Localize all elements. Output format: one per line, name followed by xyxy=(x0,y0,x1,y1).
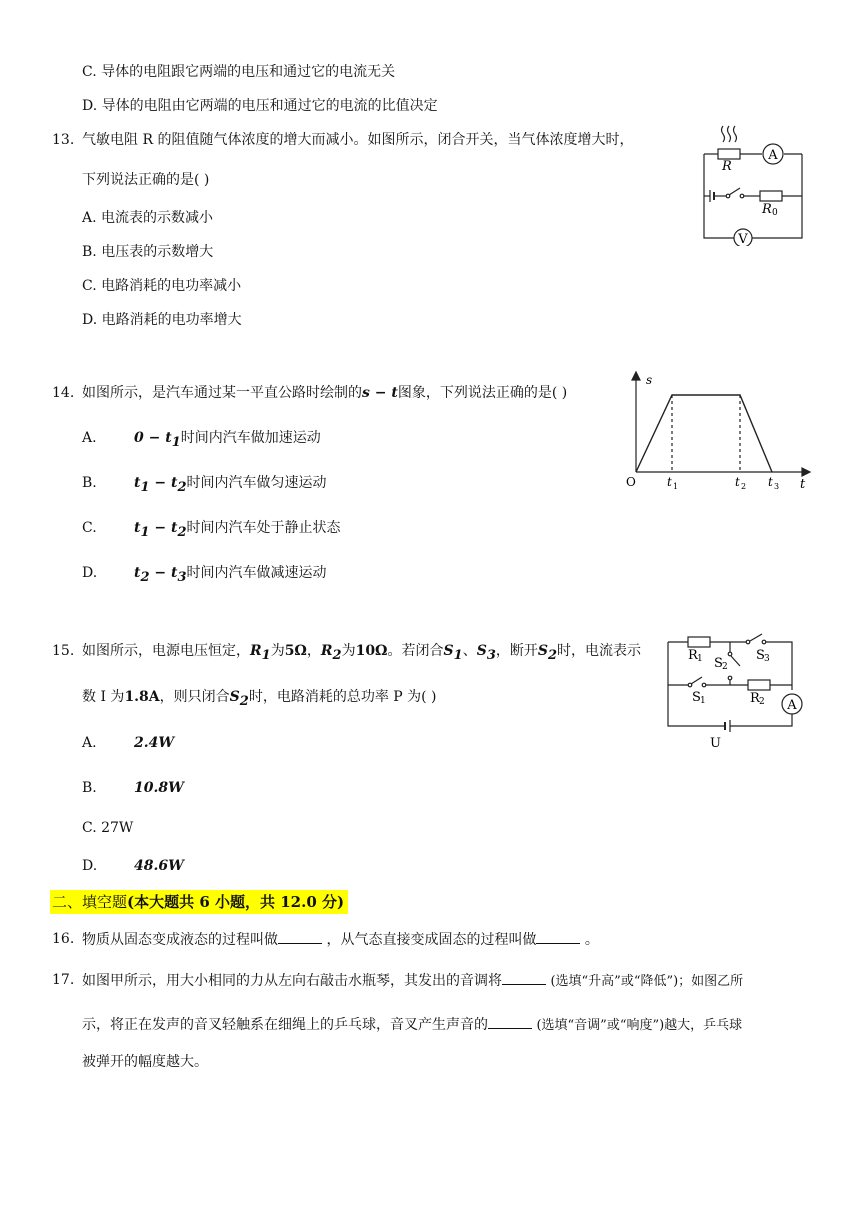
q15-text-a: 如图所示，电源电压恒定， xyxy=(82,643,250,659)
q17-line2-b: (选填“音调”或“响度”)越大，乒乓球 xyxy=(536,1018,743,1033)
q14-opt-b-math: t xyxy=(134,475,141,491)
q15-s3-sub: 3 xyxy=(486,647,496,663)
q15-text-2c: 时，电路消耗的总功率 P 为( ) xyxy=(248,689,437,705)
q15-option-b-value: 10.8W xyxy=(134,780,184,796)
q14-opt-c-sub: 1 xyxy=(140,524,150,540)
q15-text-c: ， xyxy=(306,643,321,659)
q15-sep: 、 xyxy=(462,643,477,659)
q13-fig-voltmeter-label: V xyxy=(738,232,748,246)
q14-opt-b-text: 时间内汽车做匀速运动 xyxy=(186,475,327,491)
q15-fig-s3: S xyxy=(756,648,765,663)
q14-option-c-letter: C. xyxy=(82,520,97,536)
q17-line2-a: 示，将正在发声的音叉轻触系在细绳上的乒乓球，音叉产生声音的 xyxy=(82,1017,488,1033)
q15-s2-again: S xyxy=(229,689,240,705)
q14-opt-b-sub: 1 xyxy=(140,479,150,495)
q15-fig-source: U xyxy=(710,736,721,751)
q15-fig-ammeter: A xyxy=(787,698,797,713)
q14-option-b-letter: B. xyxy=(82,475,97,491)
q14-option-a-letter: A. xyxy=(82,430,97,446)
q13-fig-r0-sub: 0 xyxy=(772,208,778,218)
q16-text xyxy=(82,929,599,950)
q15-fig-r1-sub: 1 xyxy=(697,654,703,664)
q15-option-b-letter: B. xyxy=(82,780,97,796)
q14-stem xyxy=(82,383,567,403)
q14-option-d-letter: D. xyxy=(82,565,98,581)
q15-fig-s3-sub: 3 xyxy=(764,654,770,664)
q15-fig-r2: R xyxy=(750,691,760,706)
q15-option-c: C. 27W xyxy=(82,820,134,836)
section-info: (本大题共 6 小题，共 12.0 分) xyxy=(127,893,345,911)
q15-fig-s2: S xyxy=(714,656,723,671)
q15-stem-line1 xyxy=(82,641,641,666)
q14-fig-s-label: s xyxy=(646,373,653,387)
q13-stem-line1: 气敏电阻 R 的阻值随气体浓度的增大而减小。如图所示，闭合开关，当气体浓度增大时， xyxy=(82,132,634,148)
q14-s-t-graph xyxy=(622,368,814,492)
q16-blank-2[interactable] xyxy=(536,929,580,944)
q14-fig-t1: t xyxy=(667,475,672,489)
q13-fig-r-label: R xyxy=(722,159,732,174)
q14-opt-c-text: 时间内汽车处于静止状态 xyxy=(186,520,341,536)
q15-current: 1.8A xyxy=(124,689,160,705)
q15-fig-s2-sub: 2 xyxy=(722,662,728,672)
q14-opt-c-sub2: 2 xyxy=(177,524,187,540)
q15-r2: R xyxy=(320,643,333,659)
q14-option-a xyxy=(134,428,321,453)
q15-s2: S xyxy=(537,643,548,659)
q15-s2-again-sub: 2 xyxy=(239,693,249,709)
q14-fig-t3: t xyxy=(768,475,773,489)
q15-number: 15. xyxy=(52,643,75,659)
q15-text-2b: ，则只闭合 xyxy=(159,689,230,705)
q14-option-b xyxy=(134,473,327,498)
q14-fig-t2-sub: 2 xyxy=(741,482,747,491)
q15-option-a-value: 2.4W xyxy=(134,735,175,751)
q14-fig-t3-sub: 3 xyxy=(774,482,780,491)
q17-number: 17. xyxy=(52,972,75,988)
q16-text-b: ，从气态直接变成固态的过程叫做 xyxy=(326,932,537,948)
q17-line3: 被弹开的幅度越大。 xyxy=(82,1054,208,1070)
q12-option-c: C. 导体的电阻跟它两端的电压和通过它的电流无关 xyxy=(82,64,396,80)
q15-fig-s1-sub: 1 xyxy=(700,696,706,706)
q15-r1: R xyxy=(250,643,262,659)
q13-option-c: C. 电路消耗的电功率减小 xyxy=(82,278,242,294)
q16-text-c: 。 xyxy=(584,932,599,948)
q16-number: 16. xyxy=(52,931,75,947)
q14-fig-origin: O xyxy=(626,475,636,489)
q15-option-a-letter: A. xyxy=(82,735,97,751)
q15-option-d-letter: D. xyxy=(82,858,98,874)
q15-fig-s1: S xyxy=(692,690,701,705)
q14-option-c xyxy=(134,518,341,543)
q15-s1-sub: 1 xyxy=(453,647,463,663)
q12-option-d: D. 导体的电阻由它两端的电压和通过它的电流的比值决定 xyxy=(82,98,438,114)
q13-option-b: B. 电压表的示数增大 xyxy=(82,244,214,260)
q16-text-a: 物质从固态变成液态的过程叫做 xyxy=(82,932,278,948)
q14-fig-t-label: t xyxy=(800,477,806,492)
q14-opt-b-sub2: 2 xyxy=(177,479,187,495)
q15-text-g: 时，电流表示 xyxy=(557,643,642,659)
q14-opt-c-math2: − t xyxy=(149,520,178,536)
q15-option-d-value: 48.6W xyxy=(134,858,184,874)
q14-opt-d-math: t xyxy=(134,565,141,581)
q14-option-d xyxy=(134,563,327,588)
q15-fig-r2-sub: 2 xyxy=(759,697,765,707)
q14-opt-a-text: 时间内汽车做加速运动 xyxy=(180,430,321,446)
q15-text-2a: 数 I 为 xyxy=(82,689,125,705)
q15-r2-val: 10Ω xyxy=(355,643,388,659)
q15-text-d: 为 xyxy=(341,643,356,659)
q15-text-f: ，断开 xyxy=(495,643,538,659)
q17-line2 xyxy=(82,1014,742,1036)
q14-stem-math: s − t xyxy=(362,385,398,401)
q14-opt-b-math2: − t xyxy=(149,475,178,491)
q15-stem-line2 xyxy=(82,687,437,712)
q15-s3: S xyxy=(476,643,487,659)
q15-text-e: 。若闭合 xyxy=(387,643,444,659)
q13-option-a: A. 电流表的示数减小 xyxy=(82,210,214,226)
q17-line1-a: 如图甲所示，用大小相同的力从左向右敲击水瓶琴，其发出的音调将 xyxy=(82,973,502,989)
q14-opt-d-math2: − t xyxy=(149,565,178,581)
q14-opt-a-math: 0 − t xyxy=(134,430,172,446)
q14-fig-t2: t xyxy=(735,475,740,489)
q16-blank-1[interactable] xyxy=(278,929,322,944)
q13-number: 13. xyxy=(52,132,75,148)
q13-option-d: D. 电路消耗的电功率增大 xyxy=(82,312,242,328)
q17-blank-2[interactable] xyxy=(488,1014,532,1029)
q15-s2-sub: 2 xyxy=(548,647,558,663)
q15-r1-sub: 1 xyxy=(261,647,271,663)
q14-opt-c-math: t xyxy=(134,520,141,536)
q13-circuit-diagram xyxy=(698,122,808,246)
q15-r2-sub: 2 xyxy=(332,647,342,663)
q15-circuit-diagram xyxy=(664,632,812,752)
q14-stem-post: 图象，下列说法正确的是( ) xyxy=(397,385,568,401)
q14-fig-t1-sub: 1 xyxy=(673,482,679,491)
q13-fig-r0-label: R xyxy=(762,202,772,217)
q14-number: 14. xyxy=(52,385,75,401)
q14-stem-pre: 如图所示，是汽车通过某一平直公路时绘制的 xyxy=(82,385,362,401)
q14-opt-d-sub: 2 xyxy=(140,569,150,585)
q15-s1: S xyxy=(443,643,454,659)
q15-r1-val: 5Ω xyxy=(284,643,307,659)
section-title: 二、填空题 xyxy=(52,893,128,911)
q14-opt-a-sub: 1 xyxy=(171,434,181,450)
q17-line1 xyxy=(82,970,743,992)
q14-opt-d-sub2: 3 xyxy=(177,569,187,585)
q14-opt-d-text: 时间内汽车做减速运动 xyxy=(186,565,327,581)
q17-blank-1[interactable] xyxy=(502,970,546,985)
section-fill-in-header xyxy=(50,890,348,914)
q15-text-b: 为 xyxy=(270,643,285,659)
q17-line1-b: (选填“升高”或“降低”)；如图乙所 xyxy=(550,974,744,989)
q15-fig-r1: R xyxy=(688,648,698,663)
q13-stem-line2: 下列说法正确的是( ) xyxy=(82,172,210,188)
q13-fig-ammeter-label: A xyxy=(768,148,778,163)
